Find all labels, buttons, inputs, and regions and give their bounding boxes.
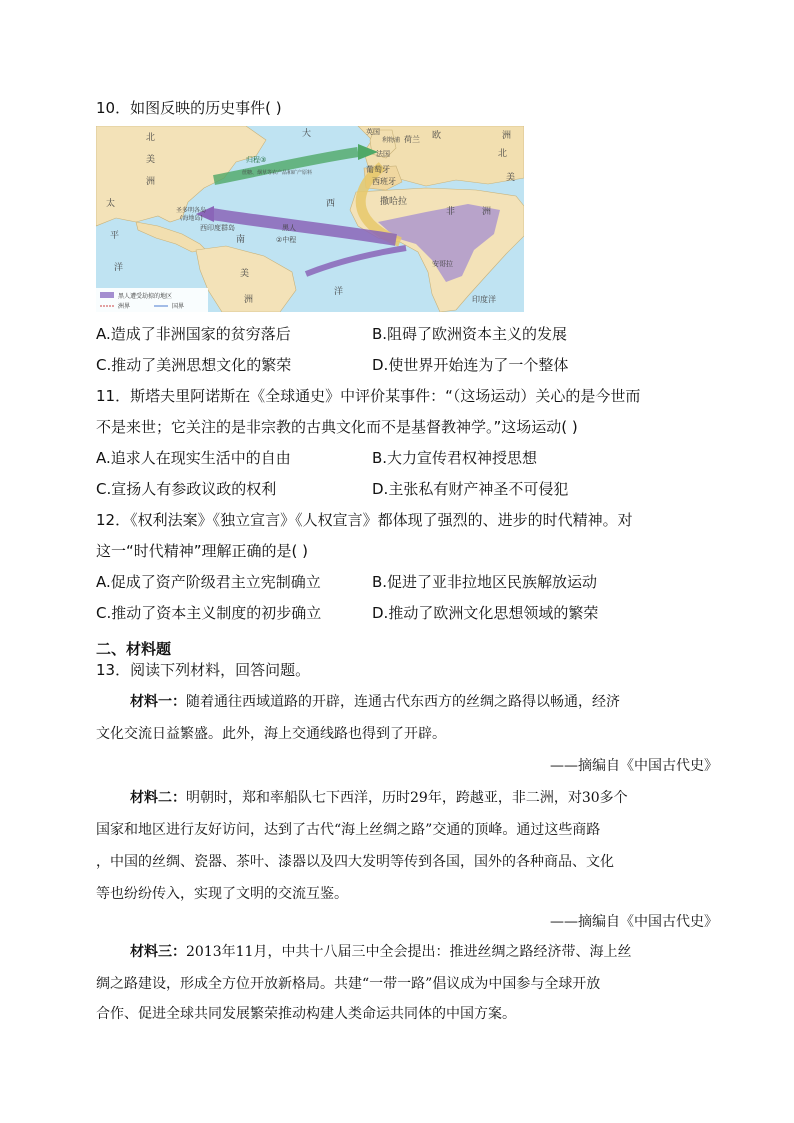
map-label-ping: 平 [110, 231, 120, 241]
map-label-xi: 西 [326, 199, 336, 209]
q11-stem-line2: 不是来世；它关注的是非宗教的古典文化而不是基督教神学。”这场运动( ) [96, 418, 578, 436]
map-legend [96, 288, 208, 312]
material1-line1 [130, 692, 620, 712]
map-label-yang: 洋 [114, 263, 124, 273]
map-label-continent1: 洲 [146, 177, 156, 187]
material3-line1 [130, 942, 631, 962]
material2-label: 材料二： [130, 790, 186, 806]
map-label-europe: 欧 [432, 131, 442, 141]
q11-option-d: D.主张私有财产神圣不可侵犯 [372, 480, 569, 498]
legend-nation-border: 国界 [172, 303, 185, 310]
map-label-cargo: 蔗糖、烟草等农产品和矿产原料 [242, 170, 313, 176]
material3-line2: 绸之路建设，形成全方位开放新格局。共建“一带一路”倡议成为中国参与全球开放 [96, 976, 601, 992]
q10-option-d: D.使世界开始连为了一个整体 [372, 356, 569, 374]
q12-option-b: B.促进了亚非拉地区民族解放运动 [372, 573, 598, 591]
material3-label: 材料三： [130, 944, 186, 960]
map-label-mei2: 美 [506, 173, 516, 183]
material3-text1: 2013年11月，中共十八届三中全会提出：推进丝绸之路经济带、海上丝 [186, 944, 632, 960]
q12-option-c: C.推动了资本主义制度的初步确立 [96, 604, 322, 622]
map-label-angola: 安哥拉 [432, 260, 453, 268]
map-label-zhou: 洲 [244, 295, 254, 305]
material1-label: 材料一： [130, 694, 186, 710]
map-label-america1: 美 [146, 155, 156, 165]
q12-stem-line1: 12．《权利法案》《独立宣言》《人权宣言》都体现了强烈的、进步的时代精神。对 [96, 511, 633, 529]
map-label-holland: 荷兰 [404, 135, 420, 144]
legend-continent-border: 洲界 [118, 303, 131, 310]
map-label-liverpool: 利物浦 [382, 137, 401, 144]
map-label-route2: ②中程 [276, 236, 297, 244]
material2-line2: 国家和地区进行友好访问，达到了古代“海上丝绸之路”交通的顶峰。通过这些商路 [96, 822, 601, 838]
map-label-north: 北 [146, 133, 156, 143]
material2-line1 [130, 788, 628, 808]
q11-stem-line1: 11．斯塔夫里阿诺斯在《全球通史》中评价某事件：“（这场运动）关心的是今世而 [96, 387, 641, 405]
triangular-trade-map [96, 126, 524, 312]
map-label-portugal: 葡萄牙 [366, 165, 390, 174]
map-label-haiti: (海地岛) [180, 215, 203, 222]
map-label-france: 法国 [376, 150, 390, 158]
q12-option-a: A.促成了资产阶级君主立宪制确立 [96, 573, 321, 591]
section-title: 二、材料题 [96, 640, 172, 658]
map-label-westindies: 西印度群岛 [200, 224, 235, 232]
map-label-tai: 太 [106, 199, 116, 209]
q10-stem: 10．如图反映的历史事件( ) [96, 99, 282, 117]
q11-option-b: B.大力宣传君权神授思想 [372, 449, 538, 467]
q11-option-a: A.追求人在现实生活中的自由 [96, 449, 291, 467]
map-label-da: 大 [302, 129, 312, 139]
q10-option-c: C.推动了美洲思想文化的繁荣 [96, 356, 292, 374]
material2-source: ——摘编自《中国古代史》 [550, 914, 718, 930]
map-label-slave: 黑人 [282, 224, 296, 232]
map-label-sahara: 撒哈拉 [380, 197, 408, 207]
material2-line4: 等也纷纷传入，实现了文明的交流互鉴。 [96, 886, 348, 902]
material2-text1: 明朝时，郑和率船队七下西洋，历时29年，跨越亚，非二洲，对30多个 [186, 790, 628, 806]
map-label-mei: 美 [240, 269, 250, 279]
q12-stem-line2: 这一“时代精神”理解正确的是( ) [96, 542, 309, 560]
q10-option-a: A.造成了非洲国家的贫穷落后 [96, 325, 291, 343]
q10-option-b: B.阻碍了欧洲资本主义的发展 [372, 325, 568, 343]
material3-line3: 合作、促进全球共同发展繁荣推动构建人类命运共同体的中国方案。 [96, 1006, 516, 1022]
q12-option-d: D.推动了欧洲文化思想领域的繁荣 [372, 604, 599, 622]
legend-area-label: 黑人遭受劫掠的地区 [118, 293, 173, 300]
map-label-africa1: 非 [446, 207, 456, 217]
map-label-indian: 印度洋 [472, 295, 496, 304]
material1-text1: 随着通往西域道路的开辟，连通古代东西方的丝绸之路得以畅通，经济 [186, 694, 620, 710]
map-label-santo: 圣多明各岛 [176, 207, 207, 214]
material2-line3: ，中国的丝绸、瓷器、茶叶、漆器以及四大发明等传到各国，国外的各种商品、文化 [96, 854, 614, 870]
map-label-africa2: 洲 [482, 207, 492, 217]
map-label-zhou2: 洲 [502, 131, 512, 141]
map-label-bei2: 北 [498, 149, 508, 159]
material1-source: ——摘编自《中国古代史》 [550, 758, 718, 774]
map-label-route3: 归程③ [246, 156, 267, 164]
map-label-england: 英国 [366, 128, 380, 136]
q13-stem: 13．阅读下列材料，回答问题。 [96, 661, 311, 679]
map-label-yang2: 洋 [334, 287, 344, 297]
map-label-spain: 西班牙 [372, 177, 396, 186]
q11-option-c: C.宣扬人有参政议政的权利 [96, 480, 277, 498]
material1-line2: 文化交流日益繁盛。此外，海上交通线路也得到了开辟。 [96, 726, 446, 742]
map-label-nan: 南 [236, 235, 246, 245]
